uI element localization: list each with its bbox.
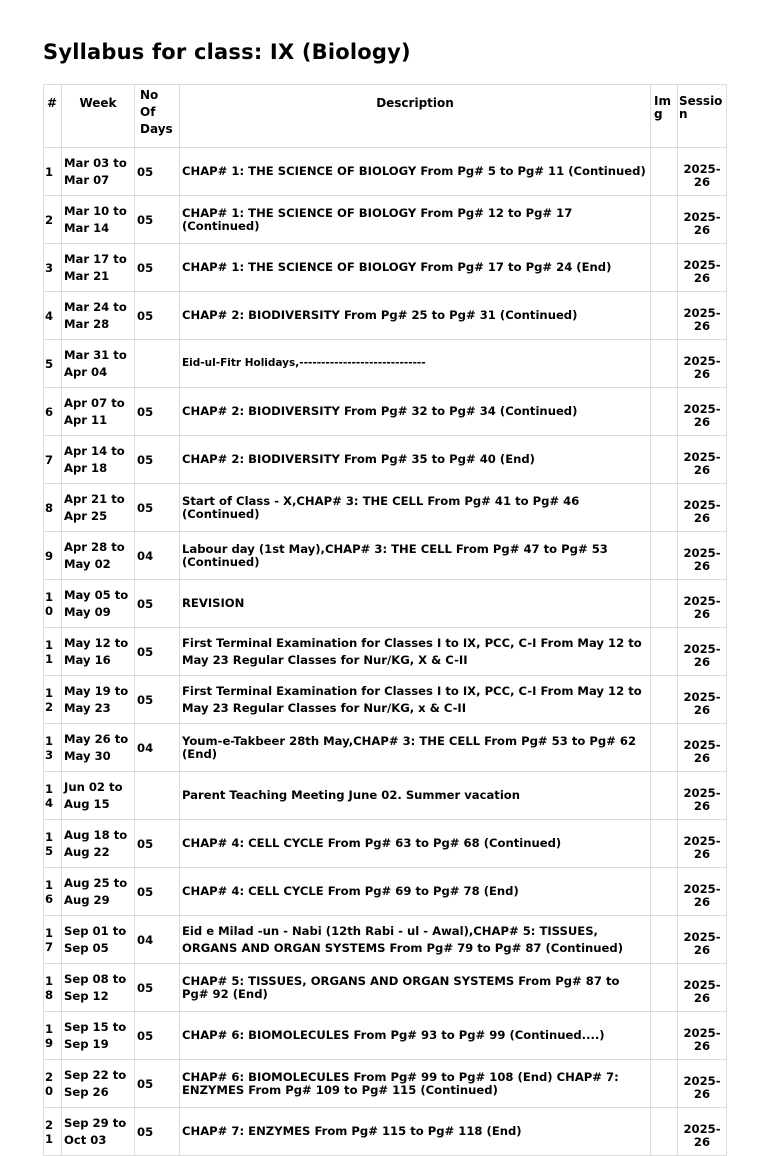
column-header-img: Img bbox=[651, 85, 678, 148]
column-header-number: # bbox=[44, 85, 62, 148]
table-row bbox=[44, 820, 727, 868]
table-row bbox=[44, 388, 727, 436]
row-session: 2025-26 bbox=[678, 1012, 727, 1060]
row-description: CHAP# 4: CELL CYCLE From Pg# 69 to Pg# 78 (End) bbox=[180, 868, 651, 916]
row-session: 2025-26 bbox=[678, 1060, 727, 1108]
row-week: Apr 21 to Apr 25 bbox=[62, 484, 135, 532]
row-description: REVISION bbox=[180, 580, 651, 628]
row-session: 2025-26 bbox=[678, 964, 727, 1012]
row-week: May 19 to May 23 bbox=[62, 676, 135, 724]
page-title: Syllabus for class: IX (Biology) bbox=[43, 40, 411, 64]
row-number: 15 bbox=[44, 820, 62, 868]
row-days: 05 bbox=[135, 676, 180, 724]
row-days: 05 bbox=[135, 436, 180, 484]
row-img bbox=[651, 244, 678, 292]
row-number: 2 bbox=[44, 196, 62, 244]
row-number: 10 bbox=[44, 580, 62, 628]
row-session: 2025-26 bbox=[678, 484, 727, 532]
row-week: Sep 29 to Oct 03 bbox=[62, 1108, 135, 1156]
table-row bbox=[44, 1012, 727, 1060]
table-row bbox=[44, 244, 727, 292]
row-week: Apr 14 to Apr 18 bbox=[62, 436, 135, 484]
row-number: 11 bbox=[44, 628, 62, 676]
row-session: 2025-26 bbox=[678, 244, 727, 292]
row-session: 2025-26 bbox=[678, 1108, 727, 1156]
row-week: Sep 08 to Sep 12 bbox=[62, 964, 135, 1012]
row-days: 05 bbox=[135, 148, 180, 196]
row-description: CHAP# 6: BIOMOLECULES From Pg# 99 to Pg# 108 (End) CHAP# 7: ENZYMES From Pg# 109 to Pg# 115 (Continued) bbox=[180, 1060, 651, 1108]
table-row bbox=[44, 148, 727, 196]
table-row bbox=[44, 916, 727, 964]
row-week: Jun 02 to Aug 15 bbox=[62, 772, 135, 820]
table-row bbox=[44, 772, 727, 820]
syllabus-table bbox=[43, 84, 727, 1156]
row-days: 05 bbox=[135, 868, 180, 916]
row-img bbox=[651, 436, 678, 484]
row-session: 2025-26 bbox=[678, 436, 727, 484]
row-img bbox=[651, 724, 678, 772]
row-number: 6 bbox=[44, 388, 62, 436]
row-img bbox=[651, 1060, 678, 1108]
table-row bbox=[44, 1060, 727, 1108]
row-number: 4 bbox=[44, 292, 62, 340]
table-row bbox=[44, 676, 727, 724]
row-week: Apr 07 to Apr 11 bbox=[62, 388, 135, 436]
row-days: 05 bbox=[135, 292, 180, 340]
row-days: 04 bbox=[135, 724, 180, 772]
row-img bbox=[651, 580, 678, 628]
table-row bbox=[44, 868, 727, 916]
table-row bbox=[44, 292, 727, 340]
row-img bbox=[651, 148, 678, 196]
row-week: Mar 03 to Mar 07 bbox=[62, 148, 135, 196]
row-img bbox=[651, 772, 678, 820]
row-img bbox=[651, 628, 678, 676]
row-week: Sep 22 to Sep 26 bbox=[62, 1060, 135, 1108]
row-number: 21 bbox=[44, 1108, 62, 1156]
row-description: First Terminal Examination for Classes I to IX, PCC, C-I From May 12 to May 23 Regular Classes for Nur/KG, x & C-II bbox=[180, 676, 651, 724]
column-header-week: Week bbox=[62, 85, 135, 148]
table-row bbox=[44, 436, 727, 484]
row-description: Eid-ul-Fitr Holidays,----------------------------- bbox=[180, 340, 651, 388]
table-row bbox=[44, 1108, 727, 1156]
row-img bbox=[651, 292, 678, 340]
row-number: 20 bbox=[44, 1060, 62, 1108]
row-img bbox=[651, 1012, 678, 1060]
row-session: 2025-26 bbox=[678, 196, 727, 244]
row-img bbox=[651, 964, 678, 1012]
row-days: 05 bbox=[135, 388, 180, 436]
row-description: CHAP# 5: TISSUES, ORGANS AND ORGAN SYSTEMS From Pg# 87 to Pg# 92 (End) bbox=[180, 964, 651, 1012]
row-days: 05 bbox=[135, 196, 180, 244]
row-days: 05 bbox=[135, 964, 180, 1012]
row-days: 05 bbox=[135, 244, 180, 292]
column-header-description: Description bbox=[180, 85, 651, 148]
row-days: 05 bbox=[135, 1012, 180, 1060]
row-description: Labour day (1st May),CHAP# 3: THE CELL From Pg# 47 to Pg# 53 (Continued) bbox=[180, 532, 651, 580]
row-days: 05 bbox=[135, 484, 180, 532]
table-row bbox=[44, 532, 727, 580]
row-number: 16 bbox=[44, 868, 62, 916]
row-description: CHAP# 2: BIODIVERSITY From Pg# 32 to Pg# 34 (Continued) bbox=[180, 388, 651, 436]
row-img bbox=[651, 1108, 678, 1156]
row-session: 2025-26 bbox=[678, 820, 727, 868]
row-week: May 12 to May 16 bbox=[62, 628, 135, 676]
row-description: First Terminal Examination for Classes I to IX, PCC, C-I From May 12 to May 23 Regular Classes for Nur/KG, X & C-II bbox=[180, 628, 651, 676]
row-week: Mar 24 to Mar 28 bbox=[62, 292, 135, 340]
row-description: CHAP# 1: THE SCIENCE OF BIOLOGY From Pg# 5 to Pg# 11 (Continued) bbox=[180, 148, 651, 196]
row-week: Sep 15 to Sep 19 bbox=[62, 1012, 135, 1060]
row-img bbox=[651, 532, 678, 580]
row-session: 2025-26 bbox=[678, 580, 727, 628]
row-session: 2025-26 bbox=[678, 676, 727, 724]
row-number: 13 bbox=[44, 724, 62, 772]
row-week: May 26 to May 30 bbox=[62, 724, 135, 772]
row-number: 12 bbox=[44, 676, 62, 724]
row-days: 05 bbox=[135, 820, 180, 868]
table-row bbox=[44, 628, 727, 676]
row-days: 04 bbox=[135, 532, 180, 580]
row-description: Youm-e-Takbeer 28th May,CHAP# 3: THE CELL From Pg# 53 to Pg# 62 (End) bbox=[180, 724, 651, 772]
row-description: CHAP# 2: BIODIVERSITY From Pg# 35 to Pg# 40 (End) bbox=[180, 436, 651, 484]
row-number: 8 bbox=[44, 484, 62, 532]
table-header-row bbox=[44, 85, 727, 148]
row-week: Mar 10 to Mar 14 bbox=[62, 196, 135, 244]
row-week: Mar 17 to Mar 21 bbox=[62, 244, 135, 292]
table-row bbox=[44, 724, 727, 772]
row-description: CHAP# 1: THE SCIENCE OF BIOLOGY From Pg# 12 to Pg# 17 (Continued) bbox=[180, 196, 651, 244]
row-number: 17 bbox=[44, 916, 62, 964]
row-week: May 05 to May 09 bbox=[62, 580, 135, 628]
table-row bbox=[44, 964, 727, 1012]
row-number: 14 bbox=[44, 772, 62, 820]
row-description: CHAP# 7: ENZYMES From Pg# 115 to Pg# 118 (End) bbox=[180, 1108, 651, 1156]
row-img bbox=[651, 388, 678, 436]
row-days bbox=[135, 340, 180, 388]
table-row bbox=[44, 340, 727, 388]
row-days bbox=[135, 772, 180, 820]
row-session: 2025-26 bbox=[678, 388, 727, 436]
row-week: Sep 01 to Sep 05 bbox=[62, 916, 135, 964]
row-week: Aug 25 to Aug 29 bbox=[62, 868, 135, 916]
row-number: 5 bbox=[44, 340, 62, 388]
row-week: Apr 28 to May 02 bbox=[62, 532, 135, 580]
table-row bbox=[44, 484, 727, 532]
row-description: CHAP# 2: BIODIVERSITY From Pg# 25 to Pg# 31 (Continued) bbox=[180, 292, 651, 340]
row-number: 18 bbox=[44, 964, 62, 1012]
row-session: 2025-26 bbox=[678, 628, 727, 676]
row-week: Aug 18 to Aug 22 bbox=[62, 820, 135, 868]
row-days: 05 bbox=[135, 580, 180, 628]
column-header-days: No Of Days bbox=[135, 85, 180, 148]
row-days: 05 bbox=[135, 1108, 180, 1156]
row-description: Parent Teaching Meeting June 02. Summer vacation bbox=[180, 772, 651, 820]
table-row bbox=[44, 580, 727, 628]
row-img bbox=[651, 868, 678, 916]
row-number: 9 bbox=[44, 532, 62, 580]
row-number: 19 bbox=[44, 1012, 62, 1060]
row-week: Mar 31 to Apr 04 bbox=[62, 340, 135, 388]
row-description: Start of Class - X,CHAP# 3: THE CELL From Pg# 41 to Pg# 46 (Continued) bbox=[180, 484, 651, 532]
row-img bbox=[651, 196, 678, 244]
row-img bbox=[651, 916, 678, 964]
row-img bbox=[651, 340, 678, 388]
row-days: 04 bbox=[135, 916, 180, 964]
row-session: 2025-26 bbox=[678, 292, 727, 340]
row-session: 2025-26 bbox=[678, 340, 727, 388]
row-img bbox=[651, 676, 678, 724]
row-number: 1 bbox=[44, 148, 62, 196]
row-number: 3 bbox=[44, 244, 62, 292]
row-days: 05 bbox=[135, 628, 180, 676]
row-session: 2025-26 bbox=[678, 868, 727, 916]
row-days: 05 bbox=[135, 1060, 180, 1108]
table-row bbox=[44, 196, 727, 244]
row-description: CHAP# 4: CELL CYCLE From Pg# 63 to Pg# 68 (Continued) bbox=[180, 820, 651, 868]
row-session: 2025-26 bbox=[678, 916, 727, 964]
row-img bbox=[651, 484, 678, 532]
row-session: 2025-26 bbox=[678, 532, 727, 580]
row-session: 2025-26 bbox=[678, 772, 727, 820]
row-description: CHAP# 1: THE SCIENCE OF BIOLOGY From Pg# 17 to Pg# 24 (End) bbox=[180, 244, 651, 292]
column-header-session: Session bbox=[678, 85, 727, 148]
row-session: 2025-26 bbox=[678, 724, 727, 772]
row-number: 7 bbox=[44, 436, 62, 484]
row-description: Eid e Milad -un - Nabi (12th Rabi - ul - Awal),CHAP# 5: TISSUES, ORGANS AND ORGAN SYSTEMS From Pg# 79 to Pg# 87 (Continued) bbox=[180, 916, 651, 964]
row-img bbox=[651, 820, 678, 868]
row-description: CHAP# 6: BIOMOLECULES From Pg# 93 to Pg# 99 (Continued....) bbox=[180, 1012, 651, 1060]
row-session: 2025-26 bbox=[678, 148, 727, 196]
